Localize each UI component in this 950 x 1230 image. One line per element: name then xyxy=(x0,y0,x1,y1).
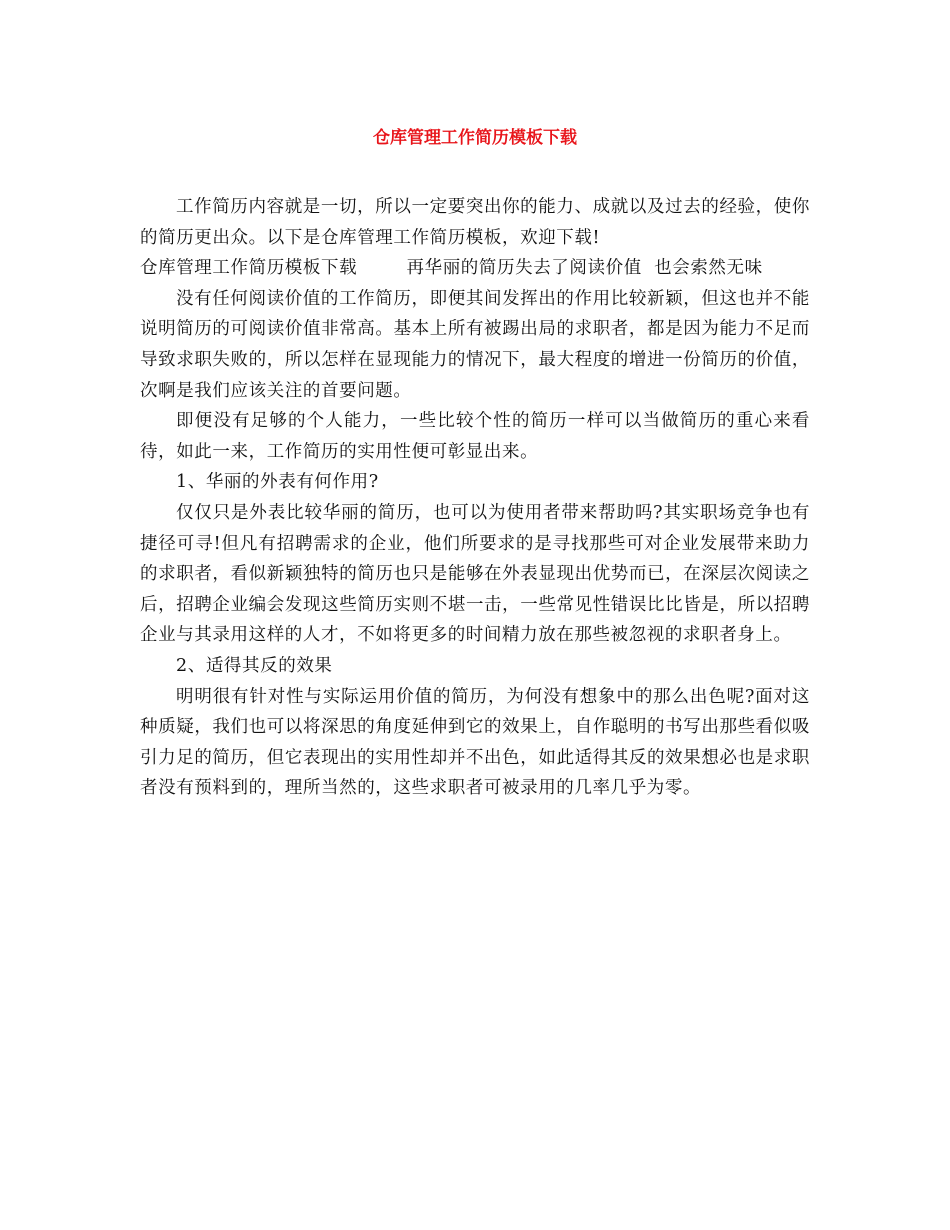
paragraph-intro: 工作简历内容就是一切，所以一定要突出你的能力、成就以及过去的经验，使你的简历更出众。以下是仓库管理工作简历模板，欢迎下载! xyxy=(140,197,810,248)
document-title: 仓库管理工作简历模板下载 xyxy=(373,128,577,148)
paragraph-personality: 即便没有足够的个人能力，一些比较个性的简历一样可以当做简历的重心来看待，如此一来，工作简历的实用性便可彰显出来。 xyxy=(140,411,810,462)
section-heading-1: 1、华丽的外表有何作用? xyxy=(176,472,379,493)
document-body xyxy=(140,192,810,804)
section-heading-2: 2、适得其反的效果 xyxy=(176,655,333,676)
paragraph-appearance: 仅仅只是外表比较华丽的简历，也可以为使用者带来帮助吗?其实职场竞争也有捷径可寻!但凡有招聘需求的企业，他们所要求的是寻找那些可对企业发展带来助力的求职者，看似新颖独特的简历也只是能够在外表显现出优势而已，在深层次阅读之后，招聘企业编会发现这些简历实则不堪一击，一些常见性错误比比皆是，所以招聘企业与其录用这样的人才，不如将更多的时间精力放在那些被忽视的求职者身上。 xyxy=(140,502,810,646)
paragraph-reading-value: 没有任何阅读价值的工作简历，即便其间发挥出的作用比较新颖，但这也并不能说明简历的可阅读价值非常高。基本上所有被踢出局的求职者，都是因为能力不足而导致求职失败的，所以怎样在显现能力的情况下，最大程度的增进一份简历的价值，次啊是我们应该关注的首要问题。 xyxy=(140,288,810,401)
paragraph-subheading: 仓库管理工作简历模板下载 再华丽的简历失去了阅读价值 也会索然无味 xyxy=(140,258,763,279)
paragraph-counterproductive: 明明很有针对性与实际运用价值的简历，为何没有想象中的那么出色呢?面对这种质疑，我们也可以将深思的角度延伸到它的效果上，自作聪明的书写出那些看似吸引力足的简历，但它表现出的实用性却并不出色，如此适得其反的效果想必也是求职者没有预料到的，理所当然的，这些求职者可被录用的几率几乎为零。 xyxy=(140,686,810,799)
